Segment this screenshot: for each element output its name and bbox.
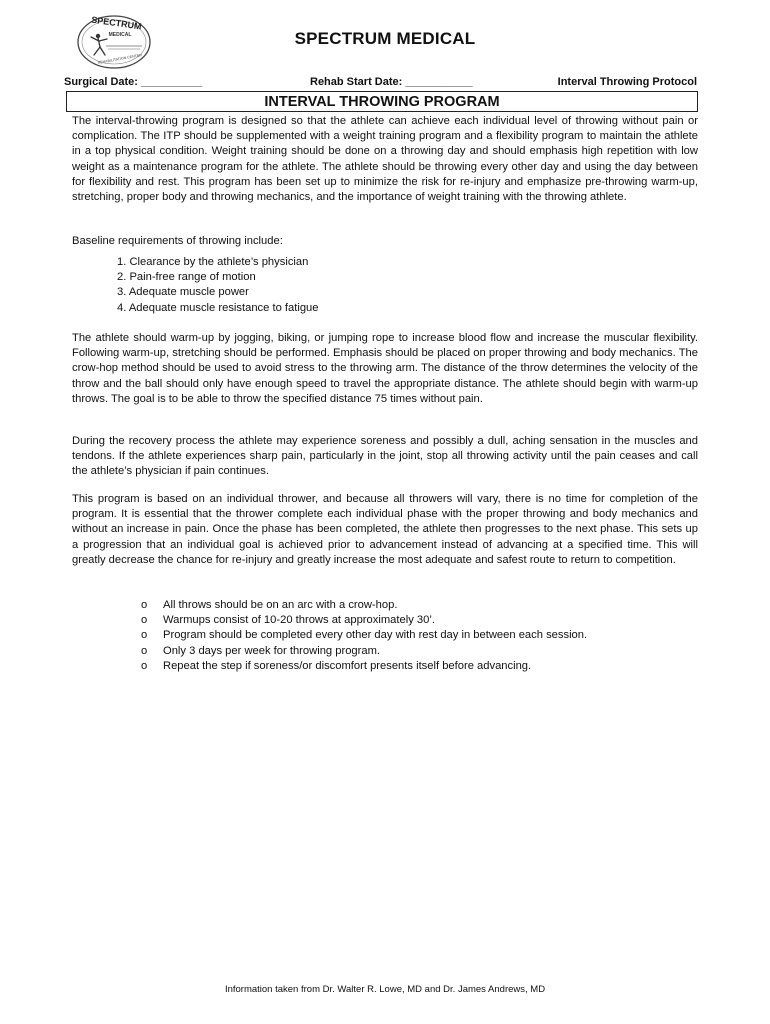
bullet-marker: o: [141, 599, 148, 611]
guideline-item: [141, 644, 587, 659]
guideline-text: All throws should be on an arc with a crow-hop.: [163, 599, 398, 611]
logo-sub: MEDICAL: [108, 32, 132, 38]
header-row: [64, 76, 700, 90]
requirements-list: [117, 255, 319, 316]
guideline-item: [141, 613, 587, 628]
company-name: SPECTRUM MEDICAL: [294, 29, 476, 48]
document-title: INTERVAL THROWING PROGRAM: [66, 91, 698, 112]
bullet-marker: o: [141, 659, 148, 672]
intro-paragraph: The interval-throwing program is designed so that the athlete can achieve each individual level of throwing without pain or complication. The ITP should be supplemented with a weight training program and a flexibility program to maintain the athlete in a top physical condition. Weight training should be done on a throwing day and should emphasis high repetition with low weight as a maintenance program for the athlete. The athlete should be throwing every other day and using the day between for flexibility and rest. This program has been set up to minimize the risk for re-injury and emphasize pre-throwing warm-up, stretching, proper body and throwing mechanics, and the importance of weight training with the throwing athlete.: [72, 115, 698, 204]
program-paragraph: This program is based on an individual thrower, and because all throwers will vary, there is no time for completion of the program. It is essential that the thrower complete each individual phase with the proper throwing and body mechanics and without an increase in pain. Once the phase has been completed, the athlete then progresses to the next phase. This sets up a progression that an individual goal is achieved prior to advancement instead of advancing at a specified time. This will greatly decrease the chance for re-injury and greatly increase the most adequate and safest route to return to competition.: [72, 493, 698, 566]
guideline-text: Warmups consist of 10-20 throws at approximately 30’.: [163, 614, 435, 627]
protocol-label: Interval Throwing Protocol: [557, 76, 697, 88]
warmup-paragraph: The athlete should warm-up by jogging, biking, or jumping rope to increase blood flow and increase the muscular flexibility. Following warm-up, stretching should be performed. Emphasis should be placed on proper throwing and body mechanics. The crow-hop method should be used to avoid stress to the throwing arm. The distance of the throw determines the velocity of the throw and the ball should only have enough speed to travel the appropriate distance. The athlete should begin with warm-up throws. The goal is to be able to throw the specified distance 75 times without pain.: [72, 332, 698, 405]
guidelines-list: [141, 598, 587, 674]
rehab-start-date-field[interactable]: Rehab Start Date: ___________: [310, 76, 473, 88]
requirement-item: 4. Adequate muscle resistance to fatigue: [117, 301, 319, 314]
guideline-item: [141, 659, 587, 674]
guideline-text: Program should be completed every other day with rest day in between each session.: [163, 629, 588, 642]
requirement-item: 1. Clearance by the athlete’s physician: [117, 256, 309, 268]
requirement-item: 2. Pain-free range of motion: [117, 271, 256, 284]
surgical-date-field[interactable]: Surgical Date: __________: [64, 76, 203, 88]
guideline-text: Only 3 days per week for throwing program.: [163, 644, 381, 657]
requirement-item: 3. Adequate muscle power: [117, 286, 249, 299]
recovery-paragraph: During the recovery process the athlete may experience soreness and possibly a dull, aching sensation in the muscles and tendons. If the athlete experiences sharp pain, particularly in the joint, stop all throwing activity until the pain ceases and call the athlete’s physician if pain continues.: [72, 435, 698, 478]
baseline-heading: Baseline requirements of throwing include:: [72, 235, 283, 247]
bullet-marker: o: [141, 614, 148, 627]
bullet-marker: o: [141, 629, 148, 642]
guideline-text: Repeat the step if soreness/or discomfort presents itself before advancing.: [163, 659, 532, 672]
footer-credit: Information taken from Dr. Walter R. Lowe, MD and Dr. James Andrews, MD: [224, 984, 546, 995]
logo-ring-text: REHABILITATION CENTER: [97, 53, 143, 65]
guideline-item: [141, 598, 587, 613]
bullet-marker: o: [141, 644, 148, 657]
logo-wordmark: SPECTRUM: [90, 14, 143, 32]
guideline-item: [141, 628, 587, 643]
